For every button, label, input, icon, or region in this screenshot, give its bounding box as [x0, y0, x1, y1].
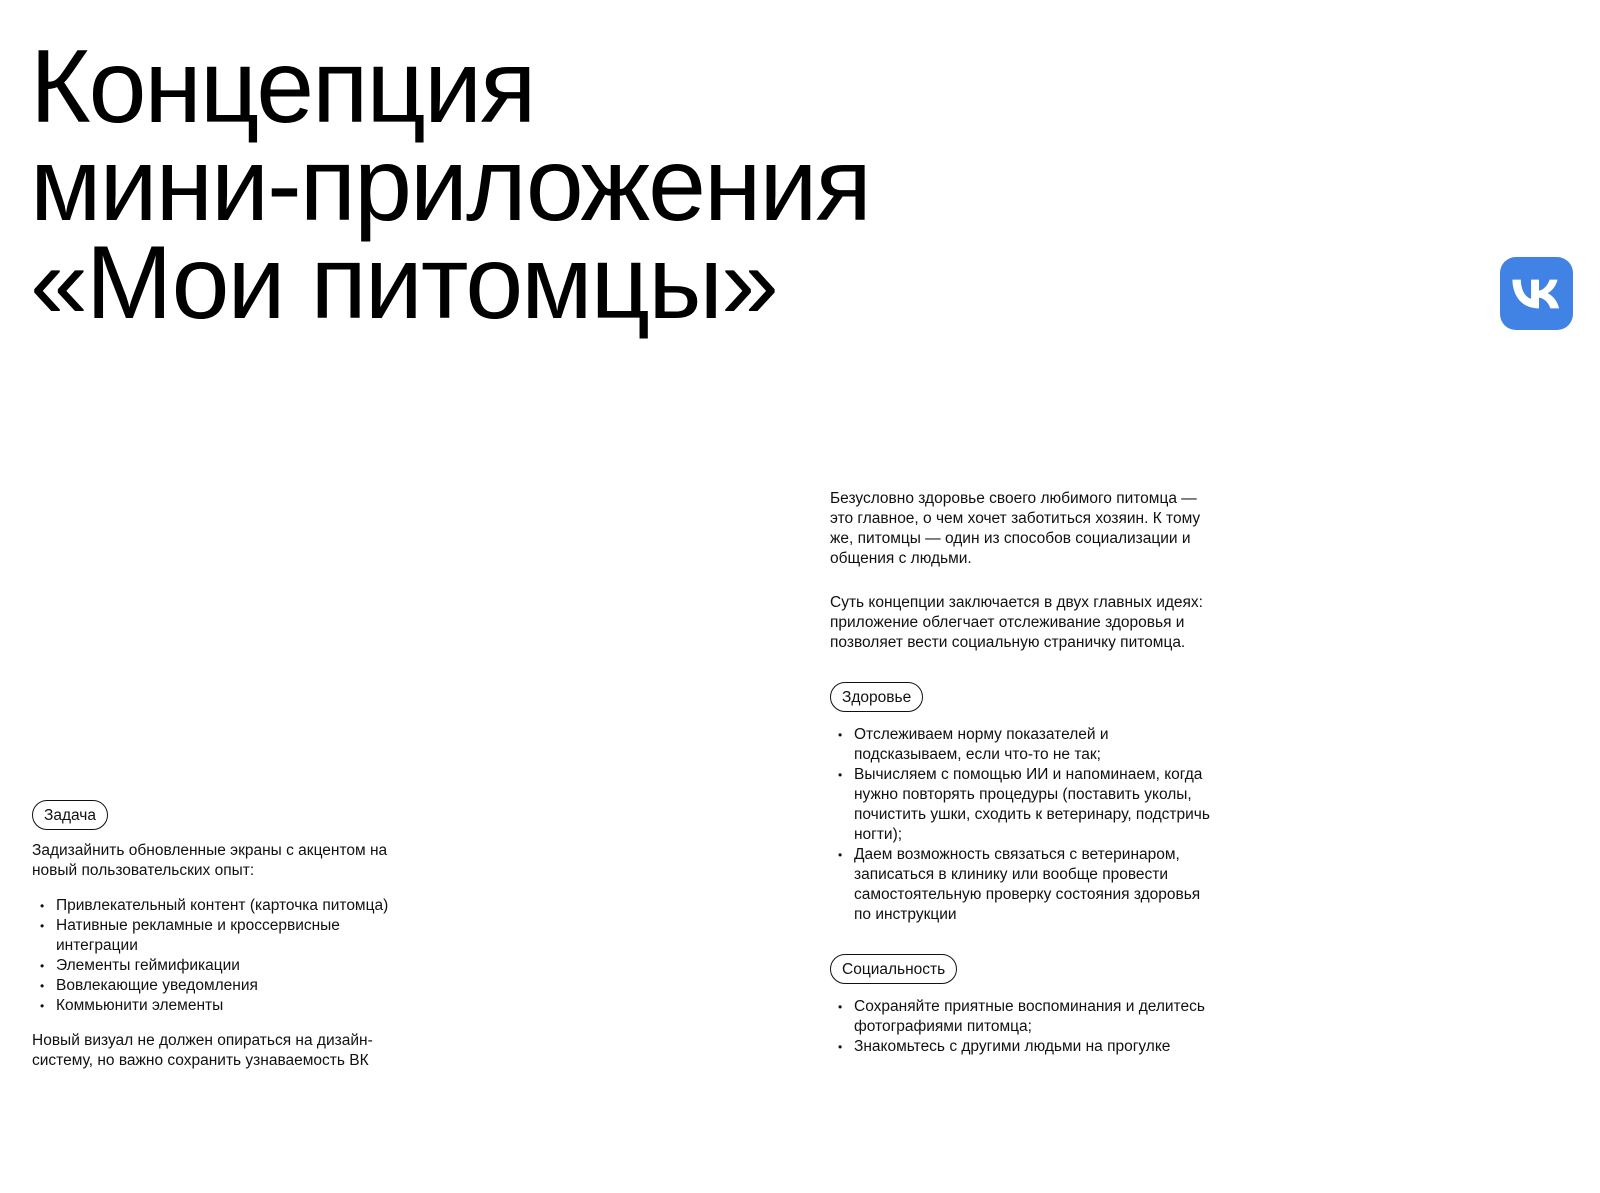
list-item: • Вычисляем с помощью ИИ и напоминаем, когда нужно повторять процедуры (поставить уколы, почистить ушки, сходить к ветеринару, подстричь ногти); — [830, 765, 1210, 845]
task-bullet-list — [32, 896, 412, 1016]
task-intro: Задизайнить обновленные экраны с акцентом на новый пользовательских опыт: — [32, 842, 388, 879]
list-item: • Коммьюнити элементы — [32, 996, 412, 1016]
page-title — [30, 29, 870, 341]
vk-icon — [1512, 279, 1562, 309]
task-outro: Новый визуал не должен опираться на дизайн-систему, но важно сохранить узнаваемость ВК — [32, 1032, 373, 1069]
list-item: • Сохраняйте приятные воспоминания и делитесь фотографиями питомца; — [830, 997, 1210, 1037]
social-pill: Социальность — [830, 954, 957, 984]
social-bullet-list — [830, 997, 1210, 1057]
health-bullet-list — [830, 725, 1210, 925]
concept-paragraph-2: Суть концепции заключается в двух главных идеях: приложение облегчает отслеживание здоровья и позволяет вести социальную страничку питомца. — [830, 594, 1203, 651]
title-line-2: мини-приложения — [30, 127, 870, 243]
list-item: • Знакомьтесь с другими людьми на прогулке — [830, 1037, 1210, 1057]
title-line-1: Концепция — [30, 29, 535, 145]
list-item: • Даем возможность связаться с ветеринаром, записаться в клинику или вообще провести самостоятельную проверку состояния здоровья по инструкции — [830, 845, 1210, 925]
list-item: • Отслеживаем норму показателей и подсказываем, если что-то не так; — [830, 725, 1210, 765]
concept-section — [830, 489, 1210, 1057]
health-pill: Здоровье — [830, 682, 923, 712]
list-item: • Нативные рекламные и кроссервисные интеграции — [32, 916, 412, 956]
list-item: • Привлекательный контент (карточка питомца) — [32, 896, 412, 916]
concept-paragraph-1: Безусловно здоровье своего любимого питомца — это главное, о чем хочет заботиться хозяин. К тому же, питомцы — один из способов социализации и общения с людьми. — [830, 490, 1201, 567]
list-item: • Вовлекающие уведомления — [32, 976, 412, 996]
vk-logo — [1500, 257, 1573, 330]
task-pill: Задача — [32, 800, 108, 830]
task-section — [32, 800, 412, 1071]
title-line-3: «Мои питомцы» — [30, 225, 777, 341]
list-item: • Элементы геймификации — [32, 956, 412, 976]
